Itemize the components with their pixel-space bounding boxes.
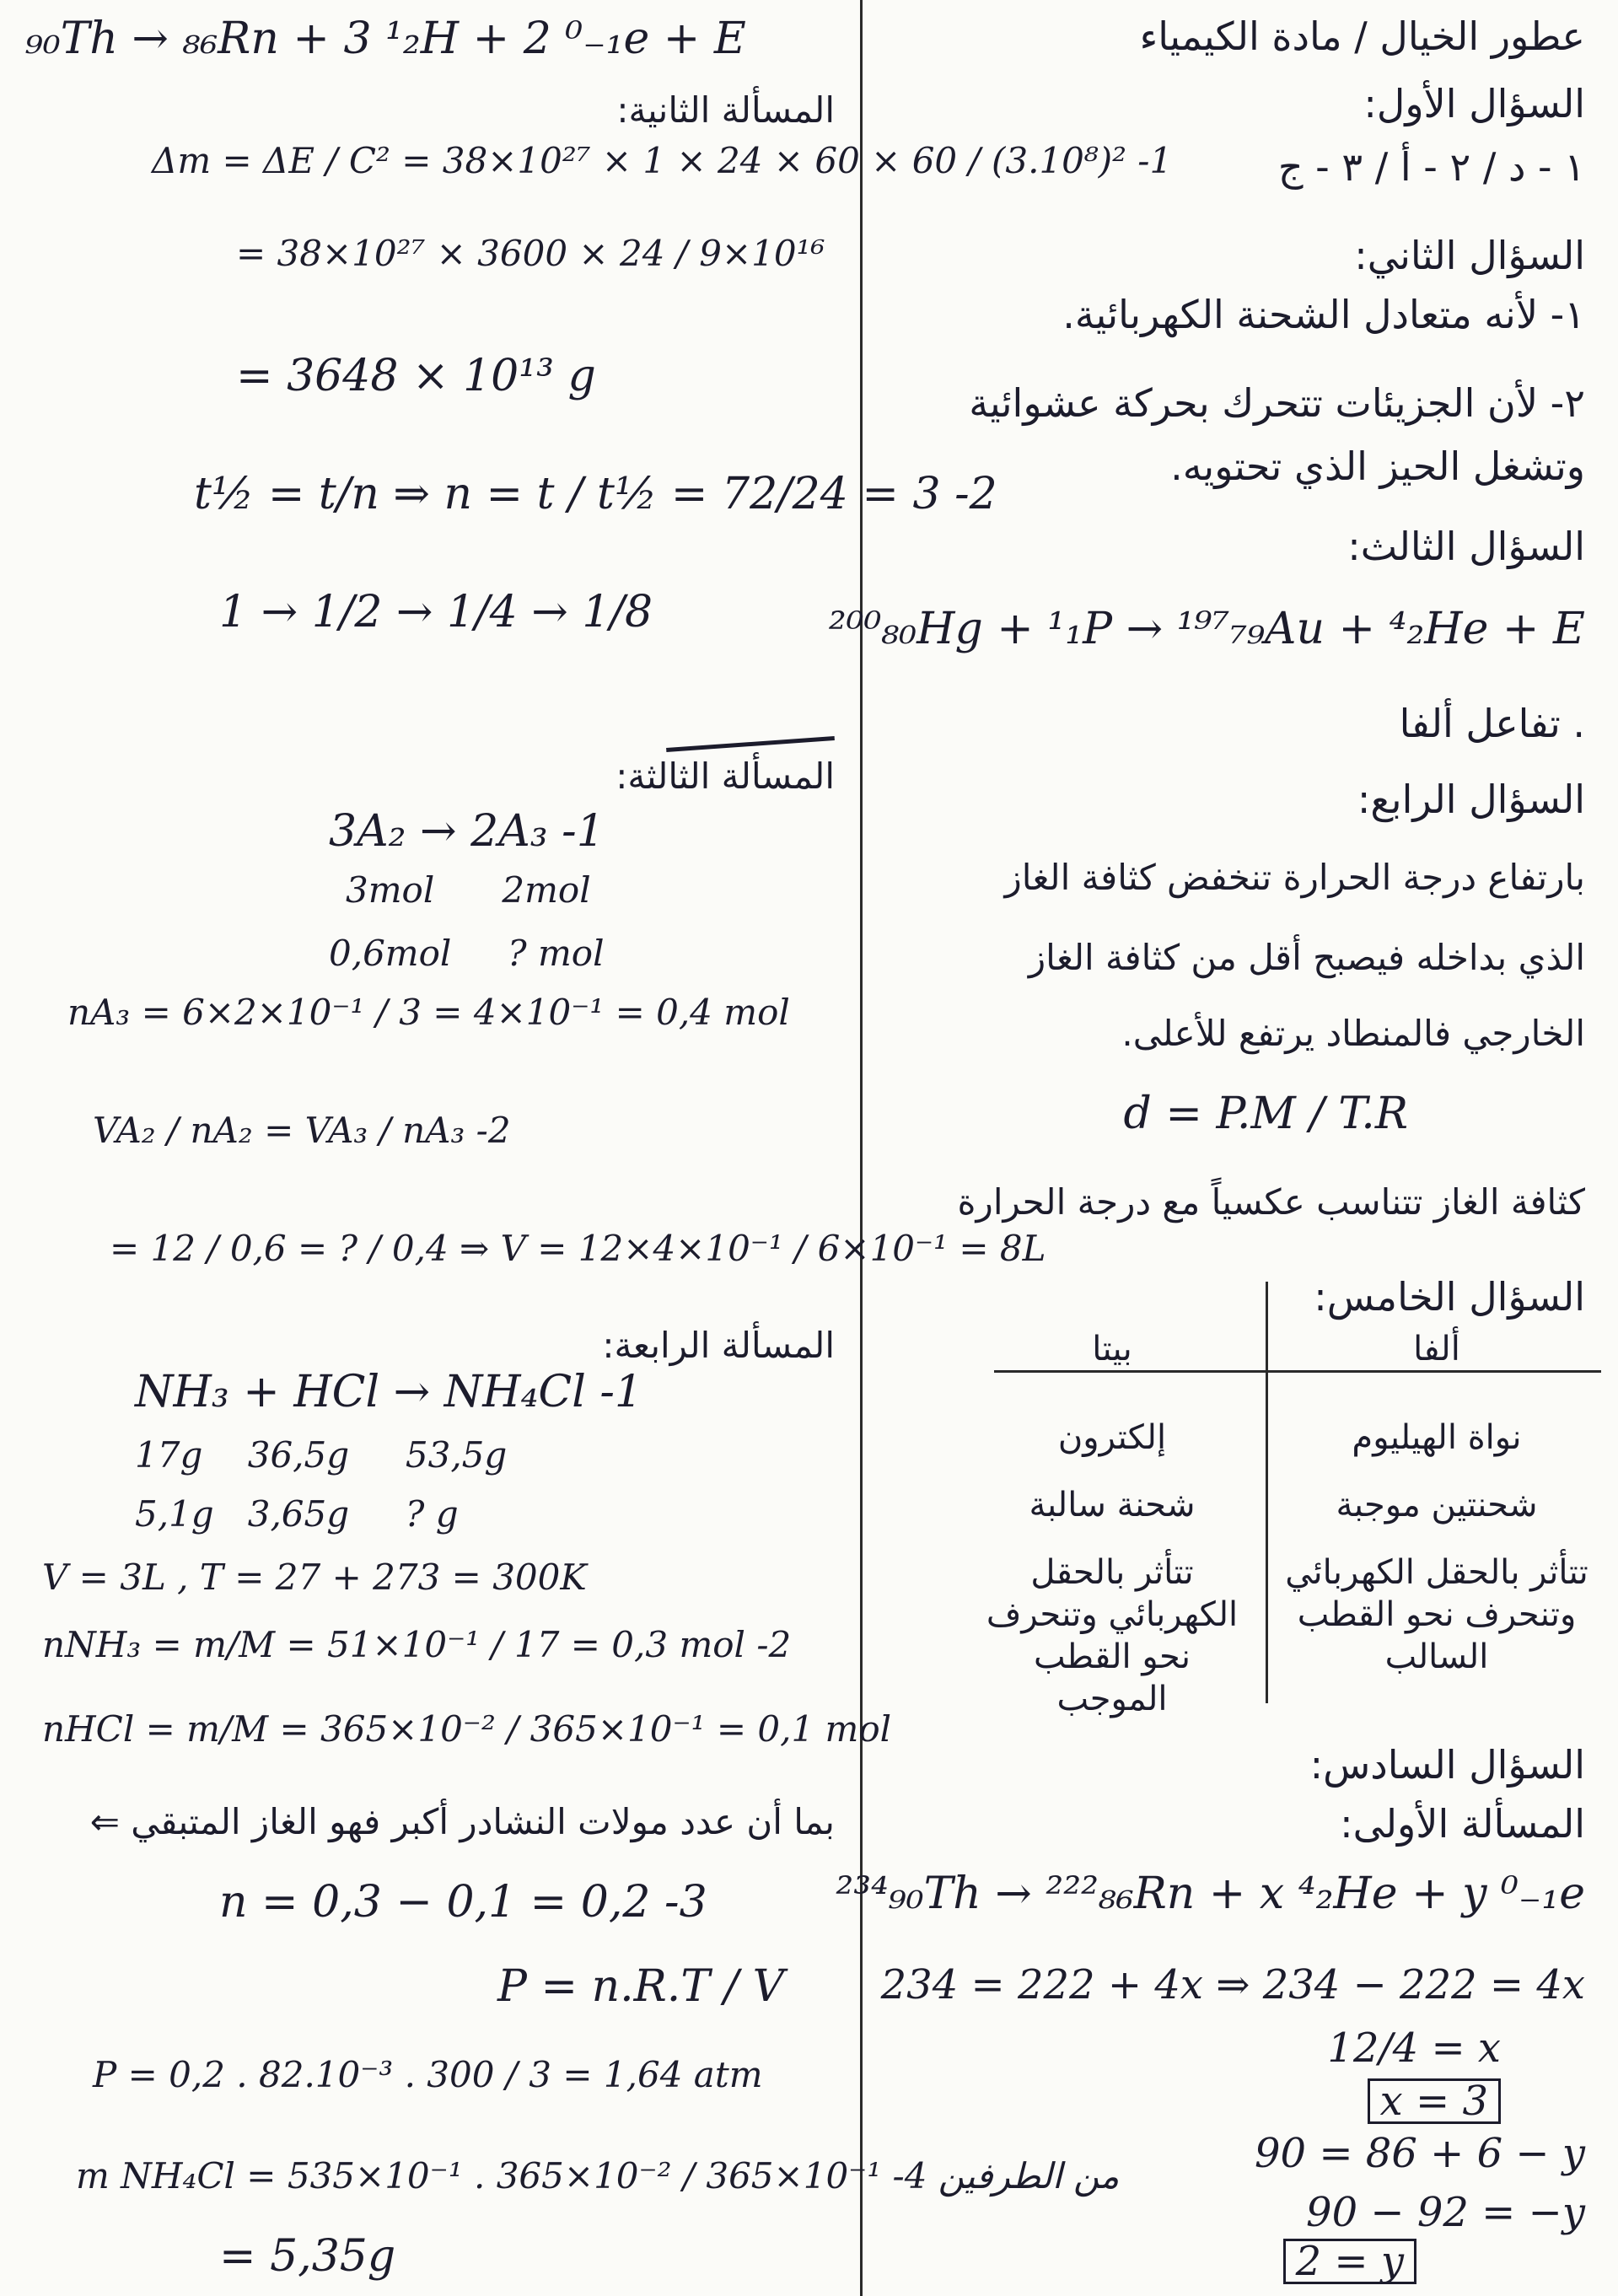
q2-title: السؤال الثاني: — [1354, 233, 1585, 278]
problem-4-line-1: NH₃ + HCl → NH₄Cl -1 — [135, 1367, 643, 1417]
table-cell-alpha-3: تتأثر بالحقل الكهربائي وتنحرف نحو القطب السالب — [1285, 1553, 1588, 1676]
table-cell-beta-3: تتأثر بالحقل الكهربائي وتنحرف نحو القطب الموجب — [986, 1553, 1239, 1718]
right-column-lower — [836, 0, 1602, 2296]
q6-result-y — [1283, 2239, 1416, 2284]
table-cell-beta-1: إلكترون — [1057, 1418, 1167, 1457]
problem-3-line-1: 3A₂ → 2A₃ -1 — [329, 806, 605, 857]
q3-equation: ²⁰⁰₈₀Hg + ¹₁P → ¹⁹⁷₇₉Au + ⁴₂He + E — [828, 604, 1585, 654]
problem-4-line-4: V = 3L , T = 27 + 273 = 300K — [42, 1557, 587, 1598]
problem-2-title: المسألة الثانية: — [616, 89, 835, 131]
problem-2-line-3: = 3648 × 10¹³ g — [236, 351, 596, 401]
q4-line-2: الذي بداخله فيصبح أقل من كثافة الغاز — [1028, 937, 1585, 978]
q3-note: . تفاعل ألفا — [1399, 701, 1585, 746]
problem-2-line-2: = 38×10²⁷ × 3600 × 24 / 9×10¹⁶ — [236, 233, 825, 274]
problem-4-line-12: = 5,35g — [219, 2231, 396, 2282]
q6-subproblem-1: المسألة الأولى: — [1340, 1801, 1585, 1847]
q6-result-x — [1368, 2078, 1501, 2124]
q1-title: السؤال الأول: — [1363, 81, 1585, 126]
q4-line-1: بارتفاع درجة الحرارة تنخفض كثافة الغاز — [1004, 857, 1585, 898]
problem-3-line-6: = 12 / 0,6 = ? / 0,4 ⇒ V = 12×4×10⁻¹ / 6×10⁻¹ = 8L — [110, 1228, 1046, 1269]
problem-2-line-1: Δm = ΔE / C² = 38×10²⁷ × 1 × 24 × 60 × 60 / (3.10⁸)² -1 — [152, 140, 1173, 181]
q3-title: السؤال الثالث: — [1347, 524, 1585, 569]
q5-title: السؤال الخامس: — [1314, 1274, 1585, 1320]
problem-3-line-3: 0,6mol ? mol — [329, 933, 605, 974]
q4-title: السؤال الرابع: — [1357, 777, 1585, 822]
q6-result-x-box: x = 3 — [1368, 2078, 1501, 2124]
problem-3-line-4: nA₃ = 6×2×10⁻¹ / 3 = 4×10⁻¹ = 0,4 mol — [67, 992, 790, 1033]
problem-4-line-10: P = 0,2 . 82.10⁻³ . 300 / 3 = 1,64 atm — [93, 2054, 763, 2095]
problem-4-line-2: 17g 36,5g 53,5g — [135, 1434, 508, 1476]
q6-line-1: 234 = 222 + 4x ⇒ 234 − 222 = 4x — [880, 1961, 1585, 2008]
problem-3-line-5: VA₂ / nA₂ = VA₃ / nA₃ -2 — [93, 1110, 511, 1151]
q1-answers: ١ - د / ٢ - أ / ٣ - ج — [1277, 144, 1585, 190]
q6-line-5: 90 − 92 = −y — [1306, 2189, 1585, 2236]
crossed-out-text — [666, 736, 835, 752]
table-header-beta: بيتا — [1092, 1330, 1132, 1368]
q2-answer-1: ١- لأنه متعادل الشحنة الكهربائية. — [1062, 292, 1585, 337]
problem-2-line-4: t½ = t/n ⇒ n = t / t½ = 72/24 = 3 -2 — [194, 469, 997, 519]
q6-line-4: 90 = 86 + 6 − y — [1254, 2130, 1585, 2177]
problem-4-line-5: nNH₃ = m/M = 51×10⁻¹ / 17 = 0,3 mol -2 — [42, 1624, 792, 1665]
sheet-header: عطور الخيال / مادة الكيمياء — [1139, 13, 1585, 59]
problem-4-title: المسألة الرابعة: — [602, 1325, 835, 1366]
problem-3-line-2: 3mol 2mol — [346, 869, 591, 911]
problem-4-line-8: n = 0,3 − 0,1 = 0,2 -3 — [219, 1877, 707, 1928]
q6-line-2: 12/4 = x — [1327, 2024, 1501, 2072]
q4-line-4: كثافة الغاز تتناسب عكسياً مع درجة الحرارة — [957, 1181, 1585, 1223]
problem-4-line-3: 5,1g 3,65g ? g — [135, 1493, 459, 1535]
q2-answer-2-line2: وتشغل الحيز الذي تحتويه. — [1170, 444, 1585, 489]
problem-3-title: المسألة الثالثة: — [615, 755, 835, 797]
table-header-alpha: ألفا — [1413, 1330, 1460, 1368]
q6-equation: ²³⁴₉₀Th → ²²²₈₆Rn + x ⁴₂He + y ⁰₋₁e — [836, 1869, 1585, 1919]
q6-result-y-box: 2 = y — [1283, 2239, 1416, 2284]
problem-4-line-11: m NH₄Cl = 535×10⁻¹ . 365×10⁻² / 365×10⁻¹ -4 من الطرفين — [76, 2155, 1120, 2197]
problem-4-line-7: بما أن عدد مولات النشادر أكبر فهو الغاز المتبقي ⇐ — [89, 1801, 835, 1842]
q4-line-3: الخارجي فالمنطاد يرتفع للأعلى. — [1121, 1013, 1585, 1054]
problem-2-line-5: 1 → 1/2 → 1/4 → 1/8 — [219, 587, 653, 637]
top-equation: ₉₀Th → ₈₆Rn + 3 ¹₂H + 2 ⁰₋₁e + E — [25, 13, 746, 64]
problem-4-line-6: nHCl = m/M = 365×10⁻² / 365×10⁻¹ = 0,1 mol — [42, 1708, 892, 1750]
q4-density-formula: d = P.M / T.R — [1123, 1089, 1408, 1139]
table-cell-alpha-2: شحنتين موجبة — [1336, 1486, 1538, 1524]
q6-title: السؤال السادس: — [1309, 1742, 1585, 1788]
column-divider — [860, 0, 863, 2296]
table-cell-alpha-1: نواة الهيليوم — [1352, 1418, 1522, 1457]
q2-answer-2-line1: ٢- لأن الجزيئات تتحرك بحركة عشوائية — [969, 380, 1585, 426]
table-cell-beta-2: شحنة سالبة — [1029, 1486, 1196, 1524]
problem-4-line-9: P = n.R.T / V — [497, 1961, 785, 2012]
